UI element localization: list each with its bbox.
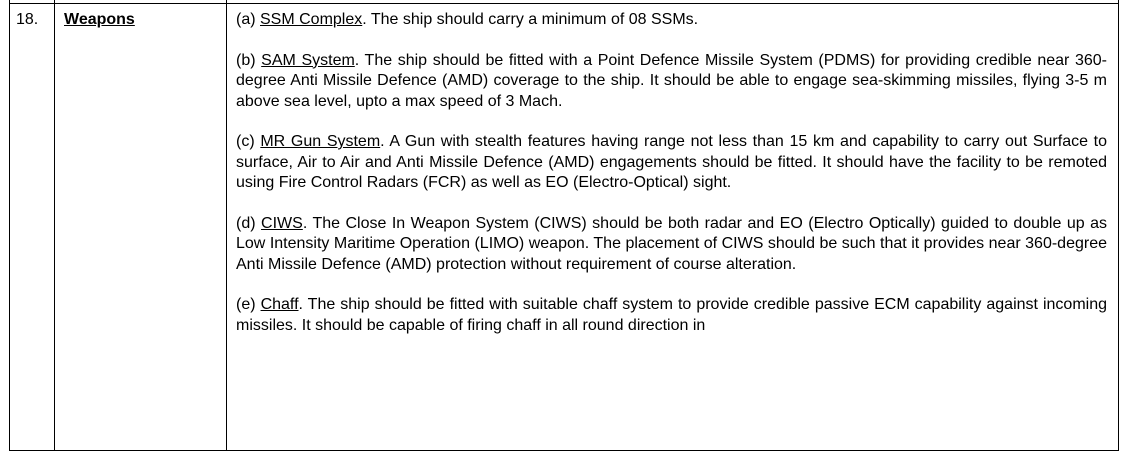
- paragraph-title: MR Gun System: [260, 133, 381, 150]
- paragraph-title: SSM Complex: [260, 11, 363, 28]
- paragraph-prefix: (a): [236, 11, 260, 28]
- row-number: 18.: [10, 4, 55, 451]
- paragraph-text: . The Close In Weapon System (CIWS) should be both radar and EO (Electro Optically) guided to double up as Low Intensity Maritime Operation (LIMO) weapon. The placement of CIWS should be such that it provides near 360-degree Anti Missile Defence (AMD) protection without requirement of course alteration.: [236, 214, 1108, 273]
- paragraph-prefix: (e): [236, 296, 261, 313]
- paragraph-prefix: (c): [236, 133, 261, 150]
- table-row: [10, 4, 1119, 451]
- row-heading: Weapons: [64, 11, 135, 28]
- paragraph-ciws: [236, 214, 1107, 276]
- paragraph-prefix: (b): [236, 51, 262, 69]
- spec-table: [9, 0, 1119, 451]
- paragraph-title: CIWS: [261, 214, 303, 232]
- paragraph-chaff: [236, 295, 1107, 336]
- paragraph-title: Chaff: [260, 296, 299, 313]
- row-heading-cell: [55, 4, 227, 451]
- paragraph-text: . A Gun with stealth features having range not less than 15 km and capability to carry out Surface to surface, Air to Air and Anti Missile Defence (AMD) engagements should be fitted. It should have the facility to be remoted using Fire Control Radars (FCR) as well as EO (Electro-Optical) sight.: [236, 133, 1108, 191]
- paragraph-sam-system: [236, 51, 1107, 113]
- paragraph-text: . The ship should be fitted with suitable chaff system to provide credible passive ECM capability against incoming missiles. It should be capable of firing chaff in all round direction in: [236, 296, 1108, 334]
- paragraph-ssm-complex: [236, 10, 1107, 31]
- row-body: [227, 4, 1119, 451]
- paragraph-mr-gun-system: [236, 132, 1107, 194]
- paragraph-prefix: (d): [236, 214, 262, 232]
- paragraph-title: SAM System: [261, 51, 355, 69]
- paragraph-text: . The ship should carry a minimum of 08 SSMs.: [362, 11, 699, 28]
- paragraph-text: . The ship should be fitted with a Point Defence Missile System (PDMS) for providing credible near 360-degree Anti Missile Defence (AMD) coverage to the ship. It should be able to engage sea-skimming missiles, flying 3-5 m above sea level, upto a max speed of 3 Mach.: [236, 51, 1108, 110]
